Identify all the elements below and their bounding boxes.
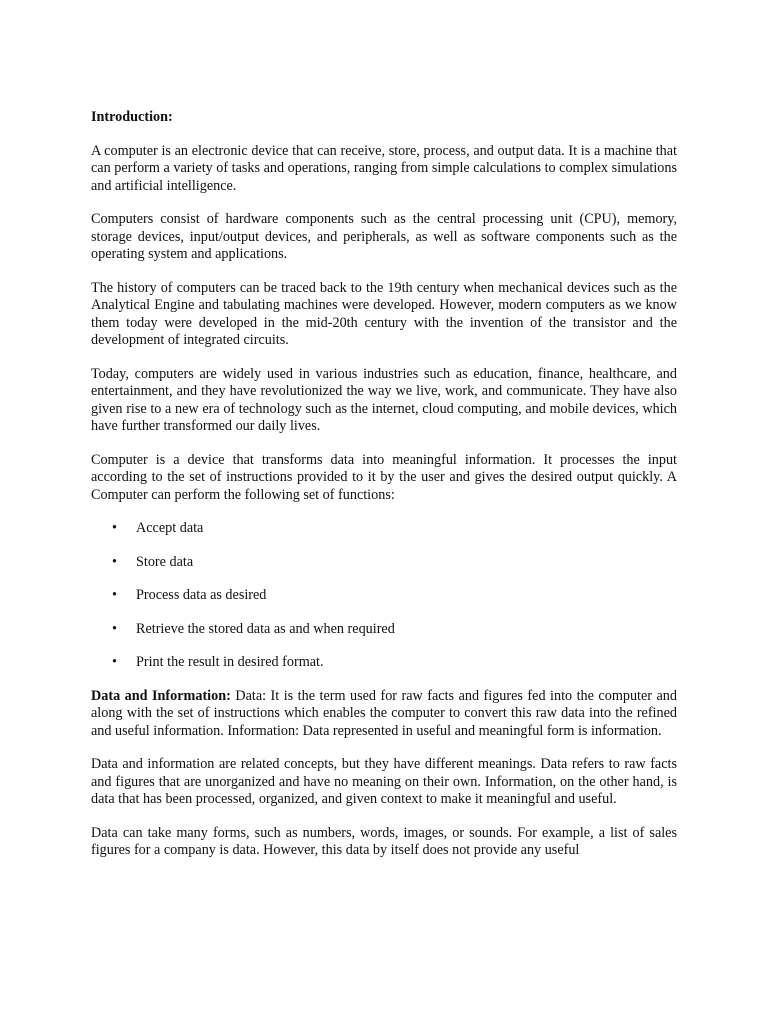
paragraph-data-information bbox=[91, 688, 677, 741]
paragraph-data-vs-information: Data and information are related concepts, but they have different meanings. Data refers to raw facts and figures that are unorganized and have no meaning on their own. Information, on the other hand, is data that has been processed, organized, and given context to make it meaningful and useful. bbox=[91, 756, 677, 807]
bullet-icon: • bbox=[112, 553, 117, 570]
bullet-icon: • bbox=[112, 587, 117, 603]
list-item-text: Store data bbox=[136, 553, 194, 570]
intro-heading: Introduction: bbox=[91, 109, 173, 125]
bullet-icon: • bbox=[112, 654, 117, 670]
document-page bbox=[91, 109, 677, 876]
list-item-text: Print the result in desired format. bbox=[136, 654, 324, 670]
paragraph-definition: A computer is an electronic device that can receive, store, process, and output data. It is a machine that can perform a variety of tasks and operations, ranging from simple calculations to complex simulations and artificial intelligence. bbox=[91, 142, 677, 194]
list-item bbox=[91, 621, 677, 639]
paragraph-today: Today, computers are widely used in various industries such as education, finance, healthcare, and entertainment, and they have revolutionized the way we live, work, and communicate. They have also given rise to a new era of technology such as the internet, cloud computing, and mobile devices, which have further transformed our daily lives. bbox=[91, 365, 677, 434]
list-item-text: Retrieve the stored data as and when required bbox=[136, 620, 395, 637]
data-info-text: Data: It is the term used for raw facts and figures fed into the computer and along with the set of instructions which enables the computer to convert this raw data into the refined and useful information. Information: Data represented in useful and meaningful form is information. bbox=[91, 687, 677, 739]
list-item bbox=[91, 587, 677, 605]
list-item-text: Process data as desired bbox=[136, 587, 267, 603]
list-item bbox=[91, 654, 677, 672]
functions-list bbox=[91, 520, 677, 672]
paragraph-data-forms: Data can take many forms, such as numbers, words, images, or sounds. For example, a list of sales figures for a company is data. However, this data by itself does not provide any useful bbox=[91, 824, 677, 858]
list-item-text: Accept data bbox=[136, 520, 204, 536]
bullet-icon: • bbox=[112, 520, 117, 536]
paragraph-history: The history of computers can be traced back to the 19th century when mechanical devices such as the Analytical Engine and tabulating machines were developed. However, modern computers as we know them today were developed in the mid-20th century with the invention of the transistor and the development of integrated circuits. bbox=[91, 279, 677, 348]
list-item bbox=[91, 520, 677, 538]
list-item bbox=[91, 554, 677, 572]
bullet-icon: • bbox=[112, 620, 117, 637]
paragraph-functions-intro: Computer is a device that transforms data into meaningful information. It processes the input according to the set of instructions provided to it by the user and gives the desired output quickly. A Computer can perform the following set of functions: bbox=[91, 451, 677, 503]
data-info-heading: Data and Information: bbox=[91, 687, 231, 704]
paragraph-components: Computers consist of hardware components such as the central processing unit (CPU), memory, storage devices, input/output devices, and peripherals, as well as software components such as the operating system and applications. bbox=[91, 211, 677, 262]
